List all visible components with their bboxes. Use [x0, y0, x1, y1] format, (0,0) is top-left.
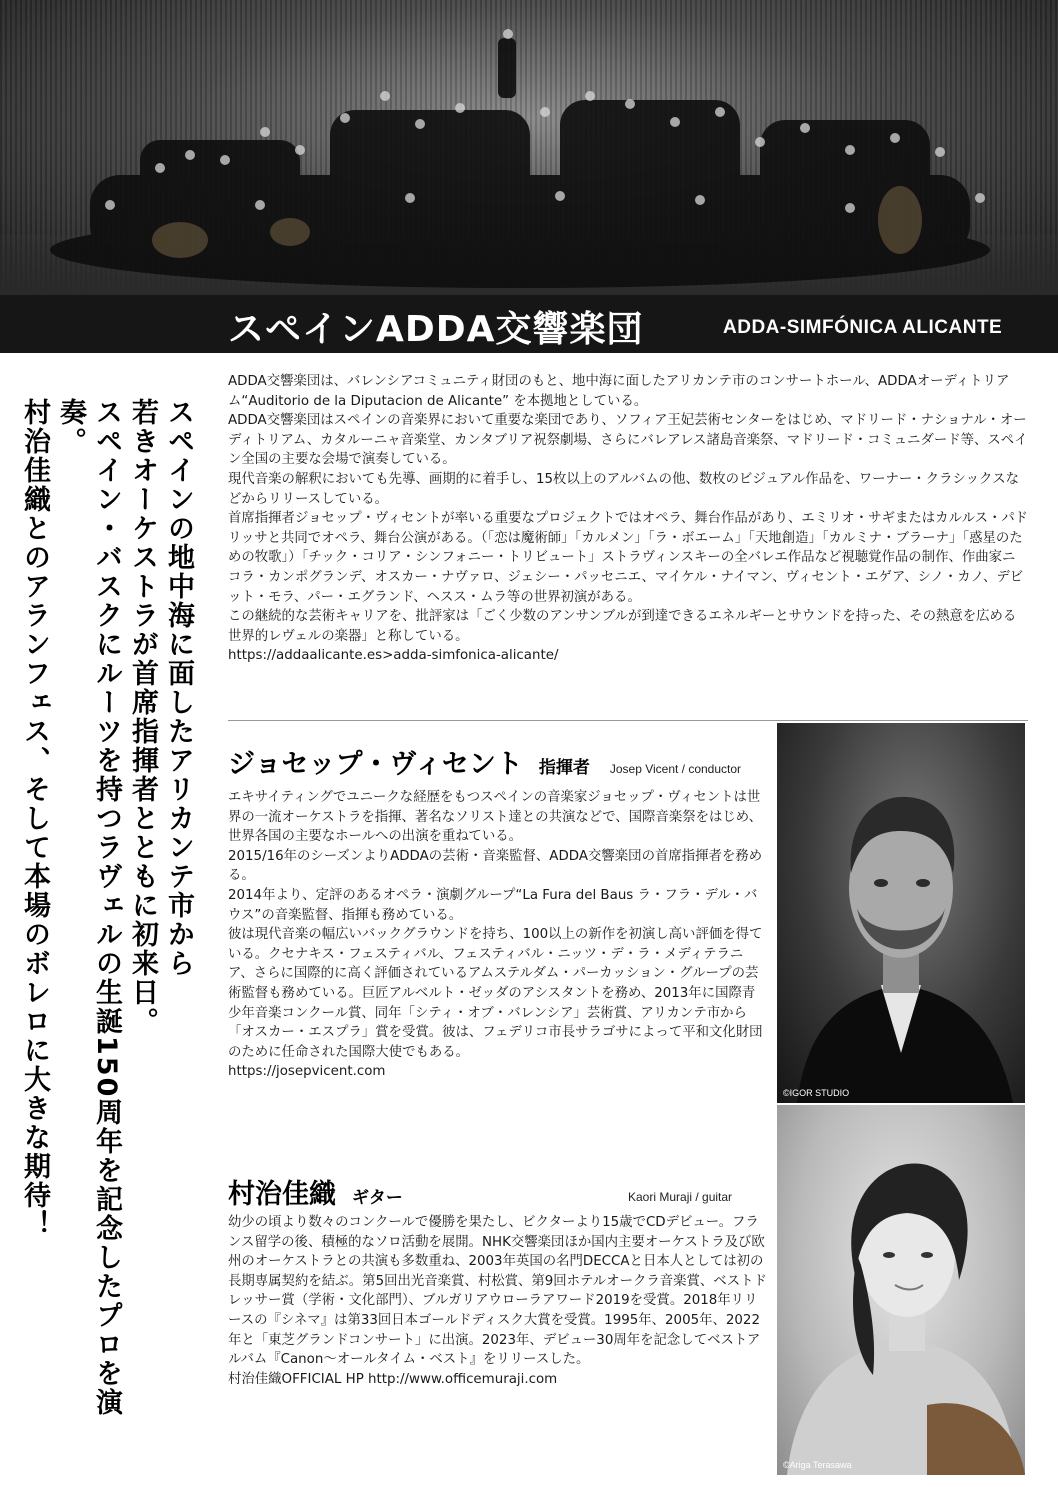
guitarist-name: 村治佳織 [228, 1179, 336, 1210]
bio-paragraph: エキサイティングでユニークな経歴をもつスペインの音楽家ジョセップ・ヴィセントは世界の一流オーケストラを指揮、著名なソリスト達との共演などで、国際音楽祭をはじめ、世界各国の主要なホールへの出演を重ねている。 [228, 790, 763, 845]
orchestra-url[interactable]: https://addaalicante.es>adda-simfonica-alicante/ [228, 648, 559, 664]
guitarist-url[interactable]: 村治佳織OFFICIAL HP http://www.officemuraji.com [228, 1371, 558, 1387]
orchestra-silhouettes [0, 0, 1058, 295]
headline-line: 若きオーケストラが首席指揮者とともに初来日。 [127, 398, 158, 1036]
headline-line: スペイン・バスクにルーツを持つラヴェルの生誕150周年を記念したプロを演奏。 [55, 398, 122, 1418]
conductor-heading [228, 742, 741, 781]
conductor-url[interactable]: https://josepvicent.com [228, 1064, 386, 1080]
conductor-figure [777, 723, 1025, 1103]
guitarist-bio [228, 1213, 768, 1389]
bio-paragraph: 2015/16年のシーズンよりADDAの芸術・音楽監督、ADDA交響楽団の首席指揮者を務める。 [228, 848, 763, 884]
headline-line: スペインの地中海に面したアリカンテ市から [163, 398, 194, 978]
conductor-bio [228, 788, 768, 1082]
bio-paragraph: 幼少の頃より数々のコンクールで優勝を果たし、ビクターより15歳でCDデビュー。フランス留学の後、積極的なソロ活動を展開。NHK交響楽団ほか国内主要オーケストラ及び欧州のオーケストラとの共演も多数重ね、2003年英国の名門DECCAと日本人としては初の長期専属契約を結ぶ。第5回出光音楽賞、村松賞、第9回ホテルオークラ音楽賞、ベストドレッサー賞（学術・文化部門）、ブルガリアウローラアワード2019を受賞。2018年リリースの『シネマ』は第33回日本ゴールドディスク大賞を受賞。1995年、2005年、2022年と「東芝グランドコンサート」に出演。2023年、デビュー30周年を記念してベストアルバム『Canon〜オールタイム・ベスト』をリリースした。 [228, 1215, 767, 1368]
guitarist-portrait [777, 1105, 1025, 1475]
guitarist-role-jp: ギター [352, 1188, 403, 1208]
conductor-portrait [777, 723, 1025, 1103]
title-band [0, 295, 1058, 353]
orchestra-description [228, 372, 1028, 666]
intro-paragraph: この継続的な芸術キャリアを、批評家は「ごく少数のアンサンブルが到達できるエネルギーとサウンドを持った、その熱意を広める世界的レヴェルの楽器」と称している。 [228, 609, 1017, 644]
conductor-name: ジョセップ・ヴィセント [228, 749, 523, 780]
headline-line: 村治佳織とのアランフェス、そして本場のボレロに大きな期待！ [19, 398, 50, 1239]
guitarist-role-en: Kaori Muraji / guitar [628, 1190, 733, 1204]
intro-paragraph: ADDA交響楽団は、バレンシアコミュニティ財団のもと、地中海に面したアリカンテ市のコンサートホール、ADDAオーディトリアム“Auditorio de la Diputacion de Alicante” を本拠地としている。 [228, 374, 1010, 409]
orchestra-title-en: ADDA-SIMFÓNICA ALICANTE [723, 317, 1003, 338]
guitarist-heading [228, 1172, 768, 1211]
guitarist-photo-credit: ©Ariga Terasawa [783, 1460, 852, 1470]
intro-paragraph: 首席指揮者ジョセップ・ヴィセントが率いる重要なプロジェクトではオペラ、舞台作品があり、エミリオ・サギまたはカルルス・パドリッサと共同でオペラ、舞台公演がある。（「恋は魔術師」「カルメン」「ラ・ボエーム」「天地創造」「カルミナ・ブラーナ」「惑星のための牧歌」）「チック・コリア・シンフォニー・トリビュート」ストラヴィンスキーの全バレエ作品など視聴覚作品の制作、作曲家ニコラ・カンポグランデ、オスカー・ナヴァロ、ジェシー・パッセニエ、マイケル・ナイマン、ヴィセント・エゲア、シノ・カノ、デビット・モラ、パー・エグランド、ヘスス・ムラ等の世界初演がある。 [228, 511, 1028, 605]
bio-paragraph: 2014年より、定評のあるオペラ・演劇グループ“La Fura del Baus ラ・フラ・デル・バウス”の音楽監督、指揮も務めている。 [228, 887, 758, 923]
conductor-role-en: Josep Vicent / conductor [609, 762, 742, 776]
orchestra-title-jp: スペインADDA交響楽団 [228, 309, 644, 350]
conductor-photo-credit: ©IGOR STUDIO [783, 1088, 850, 1098]
conductor-role-jp: 指揮者 [538, 758, 590, 778]
bio-paragraph: 彼は現代音楽の幅広いバックグラウンドを持ち、100以上の新作を初演し高い評価を得ている。クセナキス・フェスティバル、フェスティバル・ニッツ・デ・ラ・メディテラニア、さらに国際的に高く評価されているアムステルダム・パーカッション・グループの芸術監督も務めている。巨匠アルベルト・ゼッダのアシスタントを務め、2013年に国際青少年音楽コンクール賞、同年「シティ・オブ・バレンシア」芸術賞、アリカンテ市から「オスカー・エスプラ」賞を受賞。彼は、フェデリコ市長サラゴサによって平和文化財団のために任命された国際大使でもある。 [228, 927, 763, 1060]
intro-paragraph: 現代音楽の解釈においても先導、画期的に着手し、15枚以上のアルバムの他、数枚のビジュアル作品を、ワーナー・クラシックスなどからリリースしている。 [228, 471, 1020, 507]
intro-paragraph: ADDA交響楽団はスペインの音楽界において重要な楽団であり、ソフィア王妃芸術センターをはじめ、マドリード・ナショナル・オーディトリアム、カタルーニャ音楽堂、カンタブリア祝祭劇場、さらにバレアレス諸島音楽祭、マドリード・コミュニダード等、スペイン全国の主要な会場で演奏している。 [228, 413, 1028, 468]
section-divider [228, 720, 1028, 721]
guitarist-figure [777, 1105, 1025, 1475]
orchestra-group-photo [0, 0, 1058, 295]
vertical-headline [19, 398, 196, 1458]
